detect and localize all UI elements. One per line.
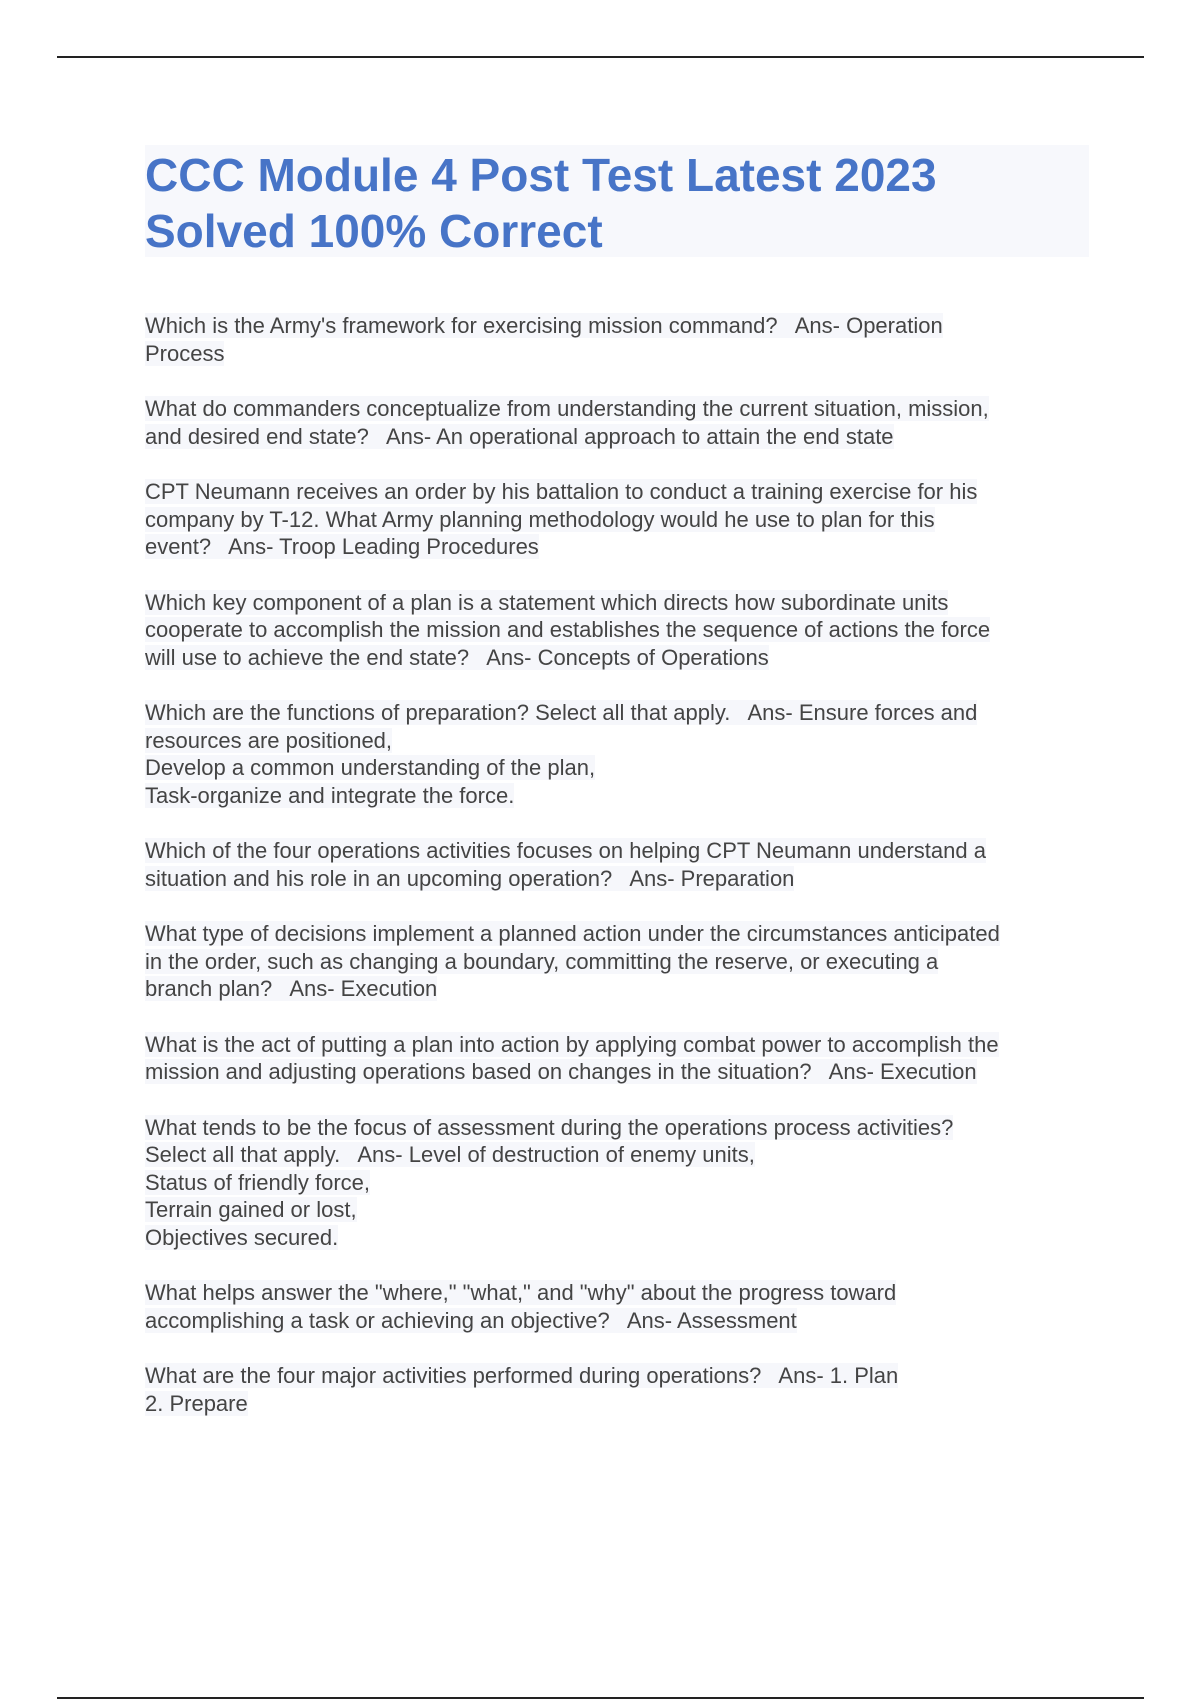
qa-text-line: mission and adjusting operations based on changes in the situation? Ans- Execution bbox=[145, 1059, 977, 1084]
qa-item-10 bbox=[145, 1279, 1100, 1334]
qa-text-line: and desired end state? Ans- An operational approach to attain the end state bbox=[145, 423, 894, 449]
qa-text-line: What tends to be the focus of assessment during the operations process activities? bbox=[145, 1114, 954, 1140]
qa-item-1 bbox=[145, 312, 1100, 367]
qa-text-line: Which key component of a plan is a statement which directs how subordinate units bbox=[145, 589, 949, 615]
qa-text-line: company by T-12. What Army planning methodology would he use to plan for this bbox=[145, 506, 935, 532]
page-title bbox=[145, 145, 1089, 257]
qa-text-line: event? Ans- Troop Leading Procedures bbox=[145, 534, 539, 559]
qa-text-line: Which is the Army's framework for exercising mission command? Ans- Operation bbox=[145, 313, 943, 338]
qa-text-line: Task-organize and integrate the force. bbox=[145, 782, 515, 808]
qa-text-line: Objectives secured. bbox=[145, 1224, 339, 1250]
qa-text-line: Process bbox=[145, 340, 225, 366]
qa-text-line: Status of friendly force, bbox=[145, 1169, 370, 1195]
qa-text-line: Develop a common understanding of the plan, bbox=[145, 755, 596, 780]
qa-item-4 bbox=[145, 589, 1100, 672]
title-line-2: Solved 100% Correct bbox=[145, 205, 603, 257]
qa-text-line: Select all that apply. Ans- Level of destruction of enemy units, bbox=[145, 1142, 755, 1167]
qa-text-line: CPT Neumann receives an order by his battalion to conduct a training exercise for his bbox=[145, 479, 978, 504]
qa-item-6 bbox=[145, 837, 1100, 892]
qa-item-11 bbox=[145, 1362, 1100, 1417]
question-answer-list bbox=[145, 312, 1100, 1445]
qa-item-7 bbox=[145, 920, 1100, 1003]
bottom-divider bbox=[57, 1697, 1144, 1699]
qa-text-line: Which of the four operations activities focuses on helping CPT Neumann understand a bbox=[145, 838, 986, 863]
qa-item-3 bbox=[145, 478, 1100, 561]
qa-text-line: accomplishing a task or achieving an objective? Ans- Assessment bbox=[145, 1307, 797, 1333]
qa-text-line: Which are the functions of preparation? Select all that apply. Ans- Ensure forces and bbox=[145, 700, 978, 725]
top-divider bbox=[57, 56, 1144, 58]
qa-text-line: situation and his role in an upcoming operation? Ans- Preparation bbox=[145, 865, 795, 891]
qa-text-line: in the order, such as changing a boundary, committing the reserve, or executing a bbox=[145, 948, 939, 974]
qa-item-9 bbox=[145, 1114, 1100, 1252]
qa-item-8 bbox=[145, 1031, 1100, 1086]
qa-text-line: resources are positioned, bbox=[145, 727, 393, 753]
qa-text-line: What do commanders conceptualize from understanding the current situation, mission, bbox=[145, 396, 989, 421]
qa-text-line: 2. Prepare bbox=[145, 1390, 248, 1416]
qa-item-5 bbox=[145, 699, 1100, 809]
qa-text-line: What is the act of putting a plan into action by applying combat power to accomplish the bbox=[145, 1031, 999, 1057]
qa-text-line: What type of decisions implement a planned action under the circumstances anticipated bbox=[145, 921, 1000, 946]
qa-text-line: cooperate to accomplish the mission and establishes the sequence of actions the force bbox=[145, 617, 991, 642]
qa-item-2 bbox=[145, 395, 1100, 450]
qa-text-line: will use to achieve the end state? Ans- Concepts of Operations bbox=[145, 644, 769, 670]
qa-text-line: Terrain gained or lost, bbox=[145, 1197, 357, 1222]
qa-text-line: What helps answer the "where," "what," and "why" about the progress toward bbox=[145, 1280, 897, 1305]
qa-text-line: branch plan? Ans- Execution bbox=[145, 976, 438, 1001]
qa-text-line: What are the four major activities performed during operations? Ans- 1. Plan bbox=[145, 1363, 899, 1388]
title-line-1: CCC Module 4 Post Test Latest 2023 bbox=[145, 149, 937, 201]
